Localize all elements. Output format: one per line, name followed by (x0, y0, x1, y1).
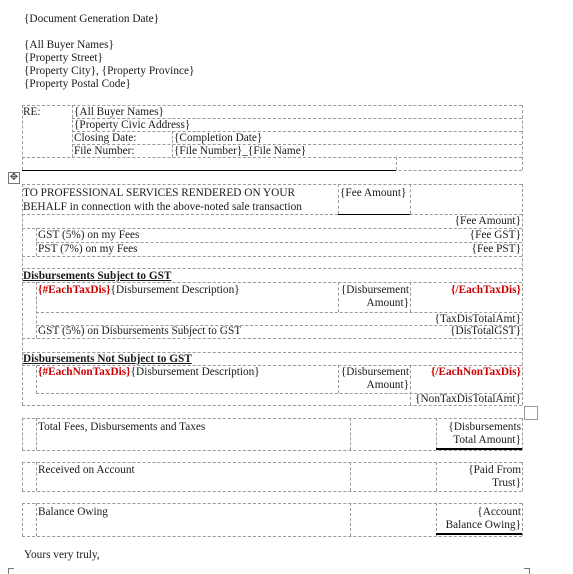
each-tax-dis-close: {/EachTaxDis} (450, 284, 521, 296)
balance-owing-l2: Balance Owing} (445, 519, 521, 531)
re-label: RE: (23, 106, 41, 118)
re-civic-address: {Property Civic Address} (74, 119, 191, 131)
disb-nontax-row (38, 366, 260, 379)
fee-amount: {Fee Amount} (340, 187, 407, 199)
document-date: {Document Generation Date} (24, 13, 160, 25)
total-fees-label: Total Fees, Disbursements and Taxes (38, 421, 206, 433)
closing-date-label: Closing Date: (74, 132, 137, 144)
paid-from-l1: {Paid From (468, 464, 521, 476)
disb-tax-heading: Disbursements Subject to GST (23, 270, 172, 282)
property-postal-code: {Property Postal Code} (24, 78, 131, 90)
gst-disb-label: GST (5%) on Disbursements Subject to GST (38, 325, 242, 337)
table-resize-handle[interactable] (524, 406, 538, 420)
file-number-label: File Number: (74, 145, 135, 157)
property-city-province: {Property City}, {Property Province} (24, 65, 195, 77)
nontax-dis-total-amt: {NonTaxDisTotalAmt} (415, 393, 521, 405)
property-street: {Property Street} (24, 52, 103, 64)
closing-date-value: {Completion Date} (174, 132, 263, 144)
balance-owing-l1: {Account (477, 506, 521, 518)
disb-tax-description: {Disbursement Description} (110, 284, 240, 296)
disb-tax-amount-l1: {Disbursement (340, 284, 409, 296)
services-line2: BEHALF in connection with the above-noted sale transaction (23, 201, 302, 213)
disb-nontax-description: {Disbursement Description} (130, 366, 260, 378)
fee-amount-total: {Fee Amount} (454, 215, 521, 227)
disb-nontax-amount-l2: Amount} (366, 379, 409, 391)
disb-tax-row (38, 284, 240, 297)
closing-salutation: Yours very truly, (24, 549, 100, 561)
total-amount-l2: Total Amount} (453, 434, 521, 446)
disb-tax-amount-l2: Amount} (366, 297, 409, 309)
crop-mark (524, 568, 530, 574)
received-label: Received on Account (38, 464, 135, 476)
tax-dis-total-amt: {TaxDisTotalAmt} (434, 313, 521, 325)
disb-nontax-heading: Disbursements Not Subject to GST (23, 353, 192, 365)
file-number-value: {File Number}_{File Name} (174, 145, 307, 157)
each-nontax-dis-open: {#EachNonTaxDis} (38, 366, 131, 378)
crop-mark (8, 568, 14, 574)
paid-from-l2: Trust} (492, 477, 521, 489)
dis-total-gst: {DisTotalGST} (450, 325, 521, 337)
each-nontax-dis-close: {/EachNonTaxDis} (430, 366, 521, 378)
each-tax-dis-open: {#EachTaxDis} (38, 284, 111, 296)
total-amount-l1: {Disbursements (448, 421, 521, 433)
move-handle-icon[interactable]: ✥ (9, 172, 19, 183)
gst-fees-value: {Fee GST} (469, 229, 521, 241)
buyer-names: {All Buyer Names} (24, 39, 114, 51)
balance-owing-label: Balance Owing (38, 506, 108, 518)
pst-fees-value: {Fee PST} (471, 243, 521, 255)
pst-fees-label: PST (7%) on my Fees (38, 243, 138, 255)
services-line1: TO PROFESSIONAL SERVICES RENDERED ON YOUR (23, 187, 296, 199)
disb-nontax-amount-l1: {Disbursement (340, 366, 409, 378)
gst-fees-label: GST (5%) on my Fees (38, 229, 140, 241)
re-buyer-names: {All Buyer Names} (74, 106, 164, 118)
